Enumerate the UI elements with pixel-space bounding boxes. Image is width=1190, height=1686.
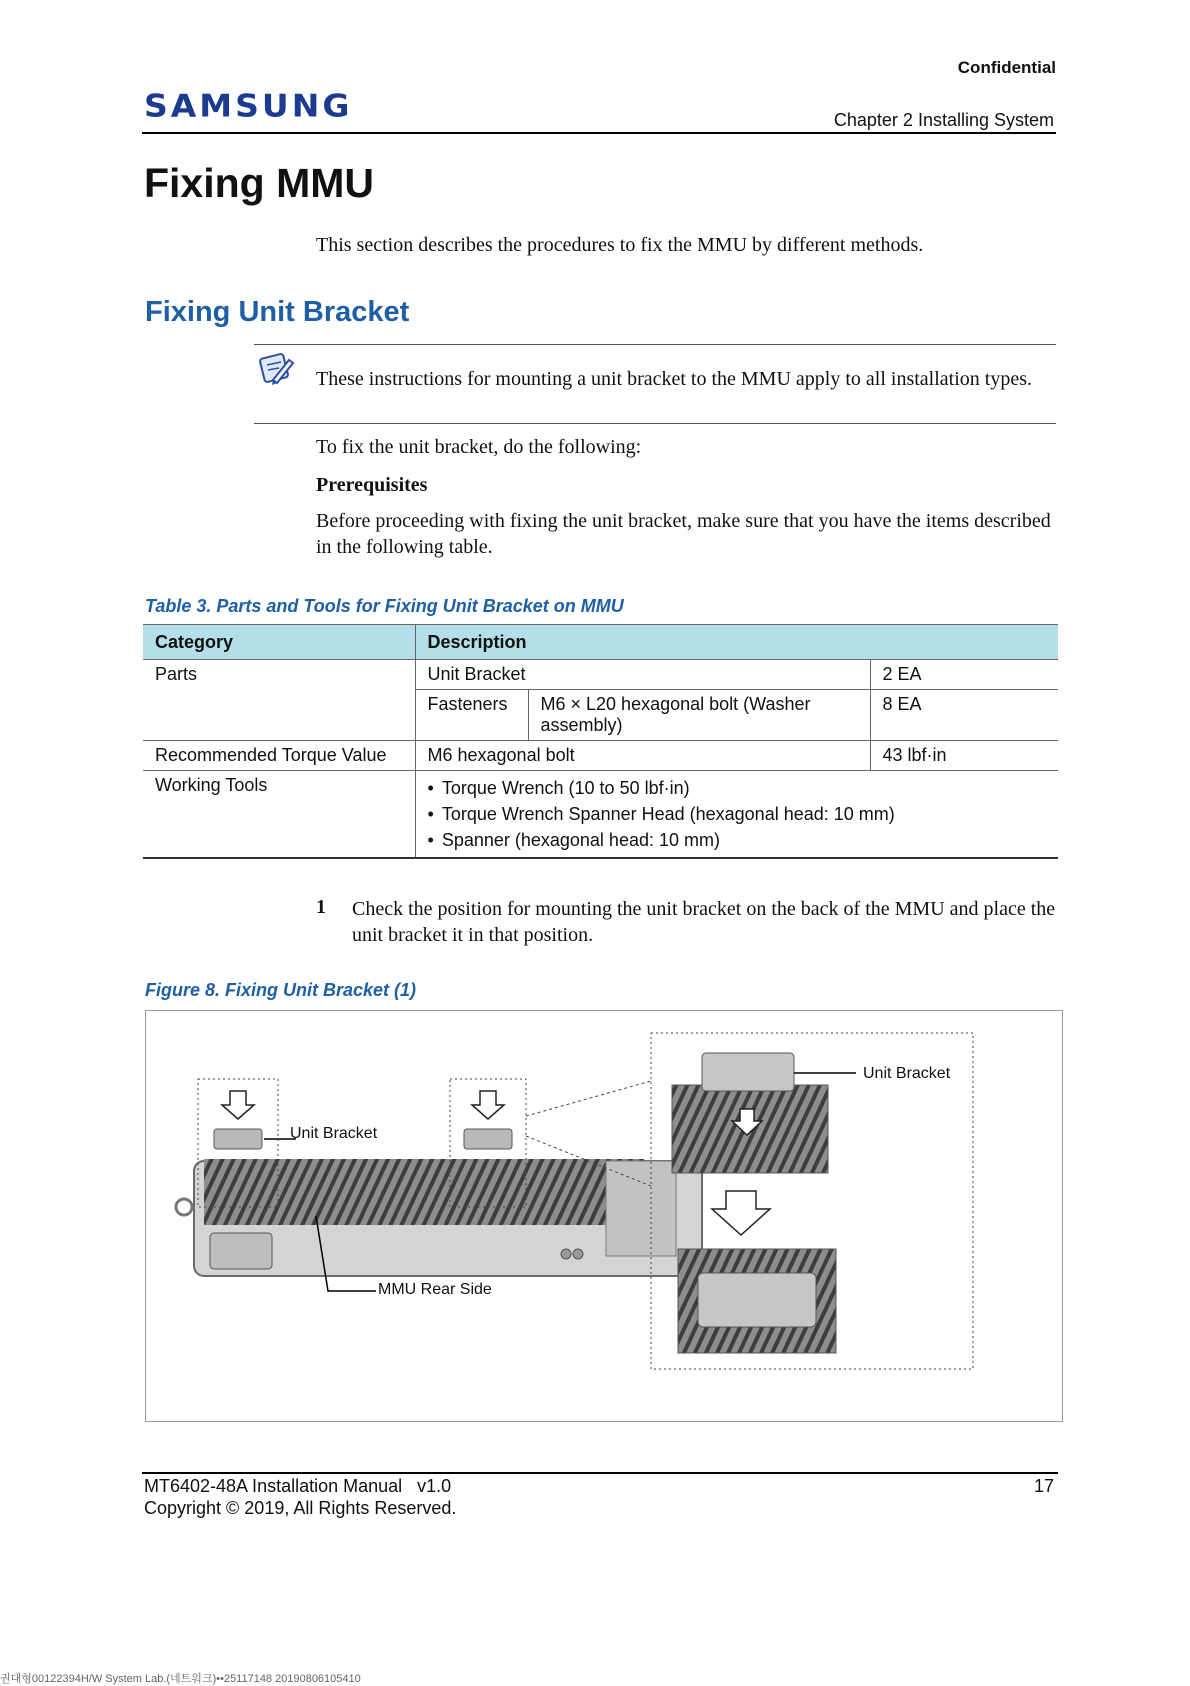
prerequisites-text: Before proceeding with fixing the unit bracket, make sure that you have the items described in the following table. <box>316 510 1051 558</box>
page-title: Fixing MMU <box>144 160 375 206</box>
list-item: • Torque Wrench (10 to 50 lbf·in) <box>428 775 1047 801</box>
cell-torque-value: 43 lbf·in <box>870 741 1058 771</box>
note-pencil-icon <box>259 350 297 388</box>
table-header-row <box>143 625 1058 660</box>
cell-tools-list <box>415 771 1058 859</box>
samsung-logo: SAMSUNG <box>144 86 353 125</box>
footer-doc-title: MT6402-48A Installation Manual v1.0 <box>144 1476 452 1496</box>
down-arrow-icon <box>222 1091 254 1119</box>
parts-table <box>143 624 1058 859</box>
cell-torque-label: Recommended Torque Value <box>143 741 415 771</box>
note-top-rule <box>254 344 1056 345</box>
cell-tools-label: Working Tools <box>143 771 415 859</box>
note-bottom-rule <box>254 423 1056 424</box>
footer-copyright: Copyright © 2019, All Rights Reserved. <box>144 1498 457 1518</box>
lead-in-text: To fix the unit bracket, do the following: <box>316 436 642 458</box>
unit-bracket-middle <box>464 1129 512 1149</box>
detail-bracket-top <box>702 1053 794 1091</box>
intro-text: This section describes the procedures to fix the MMU by different methods. <box>316 234 924 256</box>
download-stamp: 권대형00122394H/W System Lab.(네트워크)••25117148 20190806105410 <box>0 1673 361 1685</box>
mmu-mount-ring <box>176 1199 192 1215</box>
section-title: Fixing Unit Bracket <box>145 296 410 328</box>
detail-bracket-mounted <box>698 1273 816 1327</box>
list-item: • Spanner (hexagonal head: 10 mm) <box>428 827 1047 853</box>
chapter-label: Chapter 2 Installing System <box>833 110 1054 130</box>
down-arrow-icon <box>472 1091 504 1119</box>
mmu-rear-side-label: MMU Rear Side <box>378 1281 492 1298</box>
step-text: Check the position for mounting the unit bracket on the back of the MMU and place the unit bracket it in that position. <box>352 898 1056 946</box>
unit-bracket-left <box>214 1129 262 1149</box>
step-number: 1 <box>316 896 326 918</box>
figure-frame <box>145 1010 1063 1422</box>
cell-fasteners-desc: M6 × L20 hexagonal bolt (Washer assembly) <box>528 690 870 741</box>
table-caption: Table 3. Parts and Tools for Fixing Unit Bracket on MMU <box>145 596 624 616</box>
list-item: • Torque Wrench Spanner Head (hexagonal head: 10 mm) <box>428 801 1047 827</box>
mmu-heatsink-fins <box>204 1159 644 1225</box>
cell-unit-bracket: Unit Bracket <box>415 660 870 690</box>
cell-parts-label: Parts <box>155 664 198 684</box>
prerequisites-heading: Prerequisites <box>316 474 428 496</box>
header-rule <box>142 132 1056 134</box>
confidential-label: Confidential <box>957 58 1056 77</box>
table-row <box>143 660 1058 690</box>
note-text: These instructions for mounting a unit bracket to the MMU apply to all installation types. <box>316 368 1032 390</box>
figure-caption: Figure 8. Fixing Unit Bracket (1) <box>145 980 417 1000</box>
cell-fasteners-label: Fasteners <box>415 690 528 741</box>
mmu-connector-block <box>606 1161 676 1256</box>
mmu-handle <box>210 1233 272 1269</box>
page-number: 17 <box>1033 1476 1054 1496</box>
table-row <box>143 771 1058 859</box>
table-header-description: Description <box>415 625 1058 660</box>
table-row <box>143 741 1058 771</box>
cell-unit-bracket-qty: 2 EA <box>870 660 1058 690</box>
unit-bracket-label-right: Unit Bracket <box>863 1065 951 1082</box>
table-header-category: Category <box>143 625 415 660</box>
down-arrow-icon <box>712 1191 770 1235</box>
cell-torque-desc: M6 hexagonal bolt <box>415 741 870 771</box>
footer-rule <box>142 1472 1058 1474</box>
cell-fasteners-qty: 8 EA <box>870 690 1058 741</box>
unit-bracket-label-left: Unit Bracket <box>290 1125 378 1142</box>
